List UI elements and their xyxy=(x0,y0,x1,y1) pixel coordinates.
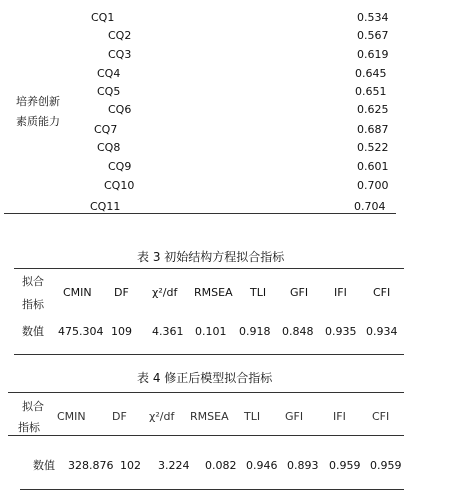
item-value: 0.651 xyxy=(355,85,387,98)
item-value: 0.700 xyxy=(357,179,389,192)
cell-value: 328.876 xyxy=(68,459,114,472)
item-code: CQ1 xyxy=(91,11,115,24)
item-code: CQ7 xyxy=(94,123,118,136)
cell-value: 0.101 xyxy=(195,325,227,338)
item-value: 0.625 xyxy=(357,103,389,116)
cell-value: 0.918 xyxy=(239,325,271,338)
item-code: CQ5 xyxy=(97,85,121,98)
item-value: 0.645 xyxy=(355,67,387,80)
column-header: CMIN xyxy=(57,410,86,423)
item-value: 0.619 xyxy=(357,48,389,61)
column-header: CFI xyxy=(372,410,390,423)
row-label: 数值 xyxy=(33,459,55,472)
item-code: CQ8 xyxy=(97,141,121,154)
column-header: TLI xyxy=(250,286,267,299)
item-code: CQ4 xyxy=(97,67,121,80)
item-code: CQ9 xyxy=(108,160,132,173)
table-header-rule xyxy=(8,435,404,436)
cell-value: 0.946 xyxy=(246,459,278,472)
table-caption: 表 4 修正后模型拟合指标 xyxy=(137,371,273,385)
header-label-line1: 拟合 xyxy=(22,400,44,413)
table-caption: 表 3 初始结构方程拟合指标 xyxy=(137,250,285,264)
column-header: TLI xyxy=(244,410,261,423)
cell-value: 0.959 xyxy=(370,459,402,472)
group-label-line1: 培养创新 xyxy=(16,95,60,108)
cell-value: 3.224 xyxy=(158,459,190,472)
item-value: 0.687 xyxy=(357,123,389,136)
item-value: 0.601 xyxy=(357,160,389,173)
cell-value: 109 xyxy=(111,325,132,338)
column-header: GFI xyxy=(290,286,309,299)
item-code: CQ10 xyxy=(104,179,135,192)
header-label-line2: 指标 xyxy=(22,298,44,311)
item-value: 0.534 xyxy=(357,11,389,24)
item-code: CQ11 xyxy=(90,200,121,213)
column-header: DF xyxy=(114,286,129,299)
column-header: IFI xyxy=(333,410,346,423)
column-header: RMSEA xyxy=(194,286,233,299)
cell-value: 0.893 xyxy=(287,459,319,472)
column-header: RMSEA xyxy=(190,410,229,423)
cell-value: 102 xyxy=(120,459,141,472)
column-header: CFI xyxy=(373,286,391,299)
column-header: χ²/df xyxy=(152,286,178,299)
column-header: IFI xyxy=(334,286,347,299)
header-label-line1: 拟合 xyxy=(22,275,44,288)
cell-value: 475.304 xyxy=(58,325,104,338)
row-label: 数值 xyxy=(22,325,44,338)
column-header: CMIN xyxy=(63,286,92,299)
cell-value: 0.848 xyxy=(282,325,314,338)
cell-value: 0.935 xyxy=(325,325,357,338)
table-bottom-rule xyxy=(4,213,396,214)
table-bottom-rule xyxy=(20,489,404,490)
table-bottom-rule xyxy=(14,354,404,355)
cell-value: 4.361 xyxy=(152,325,184,338)
item-value: 0.522 xyxy=(357,141,389,154)
item-code: CQ6 xyxy=(108,103,132,116)
cell-value: 0.959 xyxy=(329,459,361,472)
item-code: CQ2 xyxy=(108,29,132,42)
group-label-line2: 素质能力 xyxy=(16,115,60,128)
header-label-line2: 指标 xyxy=(18,421,40,434)
cell-value: 0.082 xyxy=(205,459,237,472)
item-code: CQ3 xyxy=(108,48,132,61)
table-top-rule xyxy=(8,392,404,393)
item-value: 0.567 xyxy=(357,29,389,42)
column-header: χ²/df xyxy=(149,410,175,423)
cell-value: 0.934 xyxy=(366,325,398,338)
item-value: 0.704 xyxy=(354,200,386,213)
table-top-rule xyxy=(14,268,404,269)
column-header: GFI xyxy=(285,410,304,423)
column-header: DF xyxy=(112,410,127,423)
